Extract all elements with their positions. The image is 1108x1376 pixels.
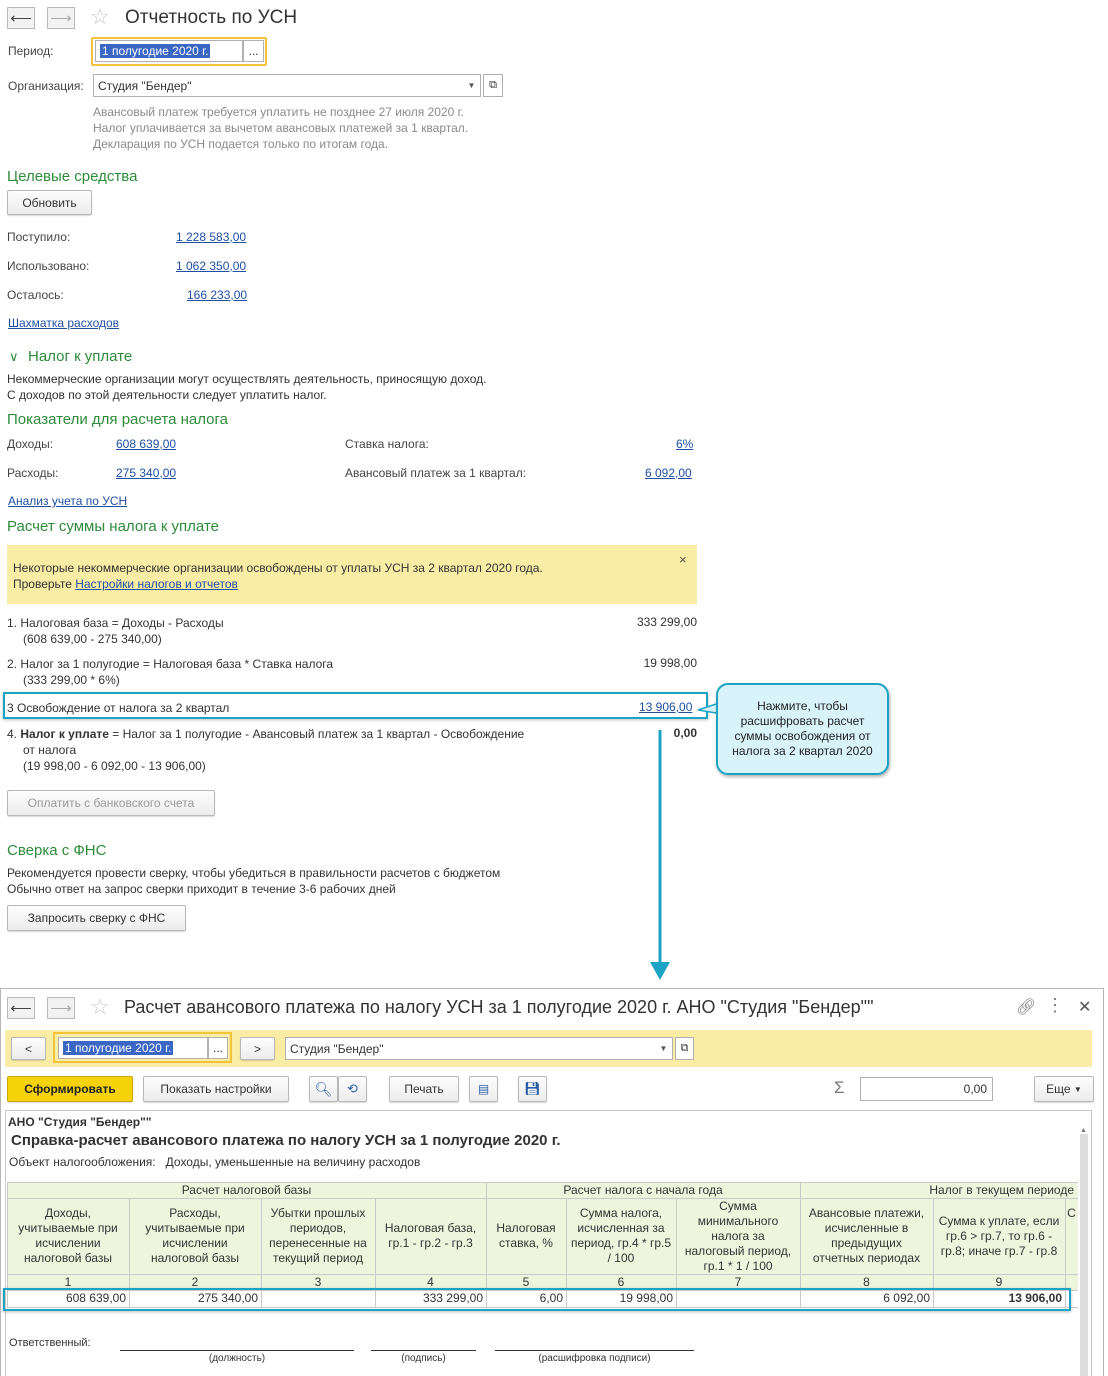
row-highlight: [3, 1288, 1071, 1311]
cell-income: 608 639,00: [65, 1291, 126, 1305]
advance-q1-label: Авансовый платеж за 1 квартал:: [345, 466, 527, 480]
advance-q1-link[interactable]: 6 092,00: [645, 466, 692, 480]
step2-text: 2. Налог за 1 полугодие = Налоговая база * Ставка налога: [7, 657, 334, 671]
chevron-down-icon: ▼: [1073, 1084, 1082, 1094]
tax-section-title[interactable]: Налог к уплате: [28, 348, 133, 365]
col-number-5: 5: [522, 1274, 530, 1289]
group-header-current: Налог в текущем периоде: [929, 1182, 1074, 1197]
received-value-link[interactable]: 1 228 583,00: [176, 230, 247, 244]
period-select-button[interactable]: ...: [243, 40, 264, 62]
col-number-2: 2: [191, 1274, 199, 1289]
col-number-1: 1: [64, 1274, 72, 1289]
chevron-down-icon[interactable]: ∨: [9, 349, 19, 364]
used-value-link[interactable]: 1 062 350,00: [176, 259, 247, 273]
report-forward-button[interactable]: [47, 997, 75, 1019]
grid-line: [7, 1198, 1078, 1199]
note-line-1: Авансовый платеж требуется уплатить не позднее 27 июля 2020 г.: [93, 105, 464, 119]
col-header-10: С: [1067, 1205, 1076, 1220]
col-header-2: Расходы, учитываемые при исчислении налоговой базы: [145, 1206, 245, 1265]
refresh-button[interactable]: Обновить: [7, 190, 92, 215]
remaining-label: Осталось:: [7, 288, 64, 302]
step2-value: 19 998,00: [643, 656, 697, 670]
back-button[interactable]: [7, 7, 35, 29]
col-header-8: Авансовые платежи, исчисленные в предыдущих отчетных периодах: [808, 1206, 925, 1265]
banner-check-text: Проверьте Настройки налогов и отчетов: [13, 577, 238, 591]
fns-title: Сверка с ФНС: [7, 842, 107, 859]
step3-value-link[interactable]: 13 906,00: [639, 700, 693, 714]
step3-text: 3 Освобождение от налога за 2 квартал: [7, 701, 230, 715]
expense-chessboard-link[interactable]: Шахматка расходов: [8, 316, 120, 330]
position-caption: (должность): [208, 1353, 266, 1364]
save-icon[interactable]: 💾︎: [518, 1076, 547, 1102]
col-header-3: Убытки прошлых периодов, перенесенные на текущий период: [269, 1206, 367, 1265]
favorite-star-icon[interactable]: ☆: [90, 4, 110, 29]
period-input[interactable]: 1 полугодие 2020 г.: [95, 40, 243, 62]
col-number-3: 3: [314, 1274, 322, 1289]
group-header-base: Расчет налоговой базы: [181, 1182, 312, 1197]
sum-icon: Σ: [834, 1078, 845, 1097]
report-org-header: АНО "Студия "Бендер"": [8, 1115, 152, 1129]
col-header-9: Сумма к уплате, если гр.6 > гр.7, то гр.6 - гр.8; иначе гр.7 - гр.8: [938, 1213, 1060, 1258]
cell-tax-amount: 19 998,00: [619, 1291, 673, 1305]
scroll-up-icon[interactable]: ▲: [1080, 1127, 1087, 1134]
cell-tax-rate: 6,00: [539, 1291, 563, 1305]
dropdown-arrow-icon[interactable]: ▼: [659, 1044, 668, 1053]
search-icon[interactable]: 🔍︎: [309, 1076, 338, 1102]
tax-rate-label: Ставка налога:: [345, 437, 429, 451]
col-number-9: 9: [995, 1274, 1003, 1289]
signature-line: [495, 1350, 694, 1351]
print-preview-icon[interactable]: ▤: [469, 1076, 498, 1102]
search-next-icon[interactable]: ⟲: [338, 1076, 367, 1102]
signature-caption: (подпись): [401, 1353, 446, 1364]
help-callout: Нажмите, чтобы расшифровать расчет суммы освобождения от налога за 2 квартал 2020: [716, 683, 889, 775]
expenses-label: Расходы:: [7, 466, 59, 480]
arrow-right-icon: ⟶: [50, 10, 72, 27]
step4-formula: (19 998,00 - 6 092,00 - 13 906,00): [23, 759, 206, 773]
target-funds-title: Целевые средства: [7, 168, 138, 185]
col-header-4: Налоговая база, гр.1 - гр.2 - гр.3: [384, 1221, 477, 1250]
arrow-right-icon: ⟶: [50, 1000, 72, 1017]
tax-info-line-2: С доходов по этой деятельности следует уплатить налог.: [7, 388, 327, 402]
fns-line-2: Обычно ответ на запрос сверки приходит в течение 3-6 рабочих дней: [7, 882, 396, 896]
cell-expenses: 275 340,00: [197, 1291, 258, 1305]
close-icon[interactable]: ×: [679, 552, 687, 567]
step4-text: 4. Налог к уплате = Налог за 1 полугодие - Авансовый платеж за 1 квартал - Освобождение: [7, 727, 525, 741]
note-line-3: Декларация по УСН подается только по итогам года.: [93, 137, 389, 151]
income-label: Доходы:: [7, 437, 54, 451]
more-vertical-icon[interactable]: ⋮: [1046, 995, 1064, 1015]
banner-text: Некоторые некоммерческие организации освобождены от уплаты УСН за 2 квартал 2020 года.: [13, 561, 543, 575]
remaining-value-link[interactable]: 166 233,00: [187, 288, 248, 302]
report-organization-input[interactable]: Студия "Бендер": [285, 1037, 673, 1060]
tax-info-line-1: Некоммерческие организации могут осуществлять деятельность, приносящую доход.: [7, 372, 487, 386]
next-period-button[interactable]: >: [240, 1037, 275, 1060]
col-number-6: 6: [617, 1274, 625, 1289]
col-header-7: Сумма минимального налога за налоговый период, гр.1 * 1 / 100: [684, 1198, 792, 1273]
link-icon[interactable]: 🔗︎: [1016, 999, 1037, 1016]
signature-decoding-caption: (расшифровка подписи): [538, 1353, 651, 1364]
step1-value: 333 299,00: [636, 615, 697, 629]
step4-line2: от налога: [23, 743, 77, 757]
arrow-left-icon: ⟵: [10, 10, 32, 27]
col-number-8: 8: [863, 1274, 870, 1289]
signature-line: [120, 1350, 354, 1351]
report-title: Расчет авансового платежа по налогу УСН за 1 полугодие 2020 г. АНО "Студия "Бендер"": [124, 997, 874, 1017]
page-title: Отчетность по УСН: [125, 7, 298, 28]
grid-line: [7, 1182, 1078, 1183]
tax-settings-link[interactable]: Настройки налогов и отчетов: [75, 577, 238, 591]
open-organization-icon[interactable]: ⧉: [675, 1037, 694, 1060]
step4-value: 0,00: [673, 726, 697, 740]
forward-button[interactable]: [47, 7, 75, 29]
connector-arrow: [645, 728, 675, 983]
signature-line: [371, 1350, 476, 1351]
cell-to-pay: 13 906,00: [1008, 1291, 1062, 1305]
taxation-object: Объект налогообложения: Доходы, уменьшенные на величину расходов: [9, 1155, 421, 1169]
col-header-6: Сумма налога, исчисленная за период, гр.4 * гр.5 / 100: [570, 1206, 672, 1265]
col-number-4: 4: [427, 1274, 434, 1289]
calc-title: Расчет суммы налога к уплате: [7, 518, 219, 535]
dropdown-arrow-icon[interactable]: ▼: [467, 81, 476, 90]
report-period-input[interactable]: 1 полугодие 2020 г.: [58, 1037, 208, 1059]
open-organization-icon[interactable]: ⧉: [483, 74, 503, 97]
window-close-icon[interactable]: ✕: [1078, 999, 1092, 1016]
prev-period-button[interactable]: <: [11, 1037, 46, 1060]
grid-line: [7, 1274, 1078, 1275]
report-period-select-button[interactable]: ...: [208, 1037, 228, 1059]
responsible-label: Ответственный:: [9, 1337, 91, 1349]
used-label: Использовано:: [7, 259, 90, 273]
request-fns-check-button[interactable]: Запросить сверку с ФНС: [7, 905, 186, 931]
income-value-link[interactable]: 608 639,00: [116, 437, 177, 451]
usn-analysis-link[interactable]: Анализ учета по УСН: [8, 494, 128, 508]
organization-label: Организация:: [8, 79, 84, 93]
expenses-value-link[interactable]: 275 340,00: [116, 466, 177, 480]
col-header-1: Доходы, учитываемые при исчислении налоговой базы: [18, 1206, 118, 1265]
step1-text: 1. Налоговая база = Доходы - Расходы: [7, 616, 224, 630]
vertical-scrollbar[interactable]: [1080, 1134, 1088, 1376]
fns-line-1: Рекомендуется провести сверку, чтобы убедиться в правильности расчетов с бюджетом: [7, 866, 501, 880]
period-label: Период:: [8, 44, 54, 58]
show-settings-button[interactable]: Показать настройки: [143, 1076, 289, 1102]
organization-input[interactable]: Студия "Бендер": [93, 74, 481, 97]
more-button[interactable]: Еще ▼: [1034, 1076, 1094, 1102]
generate-button[interactable]: Сформировать: [7, 1076, 133, 1102]
report-doc-title: Справка-расчет авансового платежа по налогу УСН за 1 полугодие 2020 г.: [11, 1132, 561, 1149]
col-header-5: Налоговая ставка, %: [496, 1221, 556, 1250]
cell-advance-payments: 6 092,00: [883, 1291, 930, 1305]
group-header-tax-ytd: Расчет налога с начала года: [563, 1182, 723, 1197]
report-favorite-star-icon[interactable]: ☆: [90, 994, 110, 1019]
step2-formula: (333 299,00 * 6%): [23, 673, 120, 687]
cell-tax-base: 333 299,00: [422, 1291, 483, 1305]
indicators-title: Показатели для расчета налога: [7, 411, 228, 428]
sum-field[interactable]: 0,00: [860, 1077, 993, 1101]
print-button[interactable]: Печать: [389, 1076, 459, 1102]
received-label: Поступило:: [7, 230, 71, 244]
tax-rate-link[interactable]: 6%: [676, 437, 694, 451]
col-number-7: 7: [734, 1274, 742, 1289]
note-line-2: Налог уплачивается за вычетом авансовых платежей за 1 квартал.: [93, 121, 469, 135]
step1-formula: (608 639,00 - 275 340,00): [23, 632, 162, 646]
report-back-button[interactable]: [7, 997, 35, 1019]
pay-from-bank-button[interactable]: Оплатить с банковского счета: [7, 790, 215, 816]
arrow-left-icon: ⟵: [10, 1000, 32, 1017]
